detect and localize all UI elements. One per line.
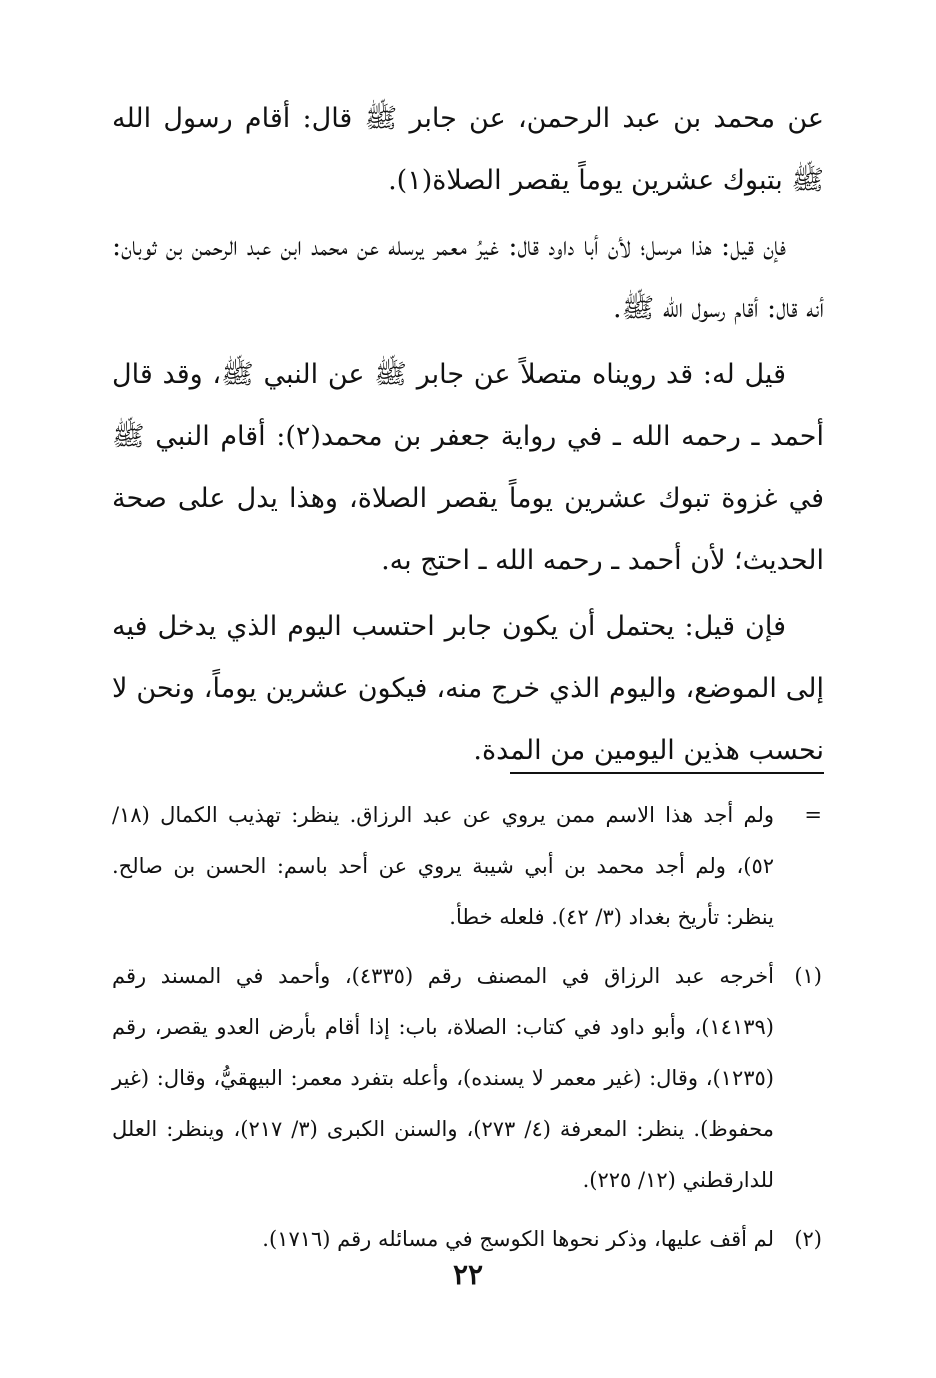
page-number: ٢٢ <box>452 1258 484 1291</box>
paragraph-2: فإن قيل: هذا مرسل؛ لأن أبا داود قال: غيرُ معمر يرسله عن محمد ابن عبد الرحمن بن ثوبان: أنه قال: أقام رسول الله ﷺ. <box>112 231 824 324</box>
main-text <box>112 88 824 782</box>
paragraph-1: عن محمد بن عبد الرحمن، عن جابر ﷺ قال: أقام رسول الله ﷺ بتبوك عشرين يوماً يقصر الصلاة(١). <box>112 103 824 196</box>
footnote-mark: = <box>804 803 822 827</box>
footnote-mark: (٢) <box>794 1227 822 1251</box>
footnote-text: ولم أجد هذا الاسم ممن يروي عن عبد الرزاق. ينظر: تهذيب الكمال (١٨/ ٥٢)، ولم أجد محمد بن أبي شيبة يروي عن أحد باسم: الحسن بن صالح. ينظر: تأريخ بغداد (٣/ ٤٢). فلعله خطأ. <box>112 803 774 929</box>
paragraph-4: فإن قيل: يحتمل أن يكون جابر احتسب اليوم الذي يدخل فيه إلى الموضع، واليوم الذي خرج منه، فيكون عشرين يوماً، ونحن لا نحسب هذين اليومين من المدة. <box>112 611 824 766</box>
footnote-divider <box>510 772 824 774</box>
footnote-text: أخرجه عبد الرزاق في المصنف رقم (٤٣٣٥)، وأحمد في المسند رقم (١٤١٣٩)، وأبو داود في كتاب: الصلاة، باب: إذا أقام بأرض العدو يقصر، رقم (١٢٣٥)، وقال: (غير معمر لا يسنده)، وأعله بتفرد معمر: البيهقيُّ، وقال: (غير محفوظ). ينظر: المعرفة (٤/ ٢٧٣)، والسنن الكبرى (٣/ ٢١٧)، وينظر: العلل للدارقطني (١٢/ ٢٢٥). <box>112 964 774 1192</box>
footnote-continuation <box>112 790 824 943</box>
paragraph-3: قيل له: قد رويناه متصلاً عن جابر ﷺ عن النبي ﷺ، وقد قال أحمد ـ رحمه الله ـ في رواية جعفر بن محمد(٢): أقام النبي ﷺ في غزوة تبوك عشرين يوماً يقصر الصلاة، وهذا يدل على صحة الحديث؛ لأن أحمد ـ رحمه الله ـ احتج به. <box>112 359 824 576</box>
footnote-mark: (١) <box>794 964 822 988</box>
footnote-1 <box>112 951 824 1206</box>
footnote-text: لم أقف عليها، وذكر نحوها الكوسج في مسائله رقم (١٧١٦). <box>262 1227 774 1251</box>
footnotes <box>112 790 824 1265</box>
